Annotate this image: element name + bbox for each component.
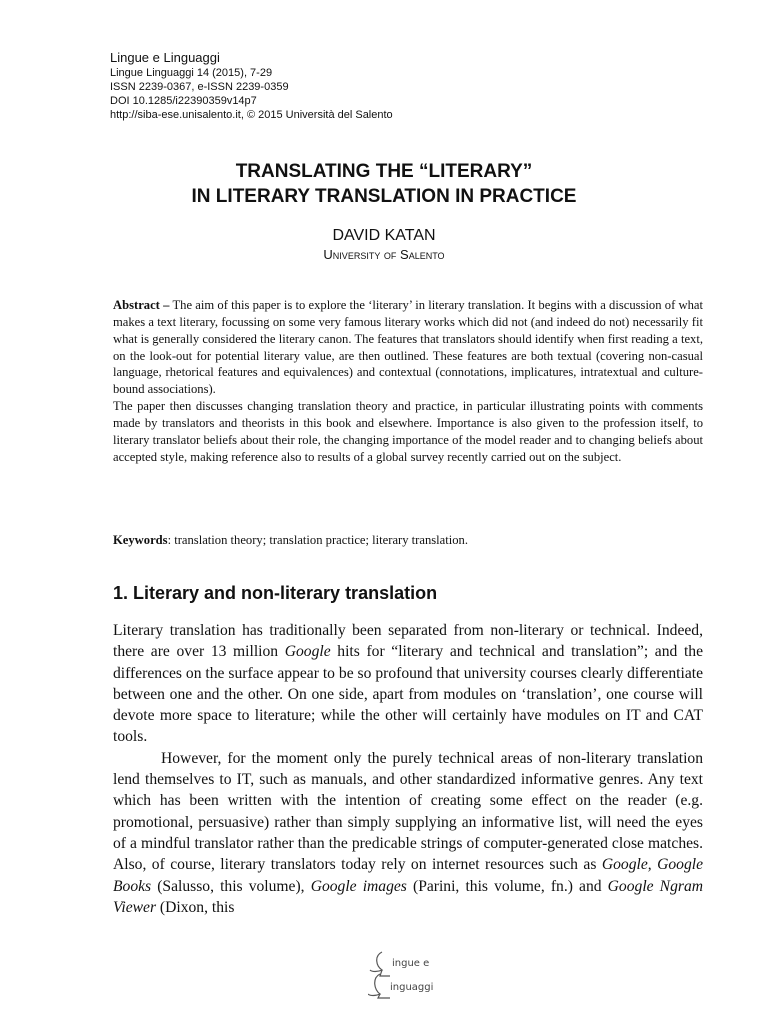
p1-text-a: Literary translation has traditionally been separated from non-literary or technical. Indeed, there are over 13 million bbox=[113, 622, 703, 661]
p2-google-images-italic: Google images bbox=[310, 877, 407, 895]
p2-text-c: (Parini, this volume, fn.) and bbox=[406, 877, 608, 895]
citation-line: Lingue Linguaggi 14 (2015), 7-29 bbox=[110, 67, 273, 79]
journal-name: Lingue e Linguaggi bbox=[110, 50, 220, 65]
paper-title bbox=[0, 159, 768, 209]
author-affiliation: University of Salento bbox=[323, 247, 445, 262]
title-line-2: IN LITERARY TRANSLATION IN PRACTICE bbox=[191, 186, 577, 207]
p2-ngram-italic: Google Ngram Viewer bbox=[113, 877, 704, 916]
body-text bbox=[113, 620, 703, 918]
abstract-paragraph-2: The paper then discusses changing translation theory and practice, in particular illustrating points with comments made by translators and theorists in this book and elsewhere. Importance is also given to the profession itself, to literary translator beliefs about their role, the changing importance of the model reader and to changing beliefs about accepted style, making reference also to results of a global survey recently carried out on the subject. bbox=[113, 399, 703, 464]
p1-text-b: hits for “literary and technical and translation”; and the differences on the surface appear to be so profound that university courses clearly differentiate between one and the other. On one side, apart from modules on ‘translation’, one course will devote more space to literature; while the other will certainly have modules on IT and CAT tools. bbox=[113, 643, 703, 746]
doi-line: DOI 10.1285/i22390359v14p7 bbox=[110, 95, 257, 107]
abstract-label: Abstract – bbox=[113, 298, 170, 312]
keywords-label: Keywords bbox=[113, 533, 168, 547]
p2-text-a: However, for the moment only the purely technical areas of non-literary translation lend themselves to IT, such as manuals, and other standardized informative genres. Any text which has been written with the intention of creating some effect on the reader (e.g. promotional, persuasive) rather than simply supplying an informative list, will need the eyes of a mindful translator rather than the predicable strings of computer-generated close matches. Also, of course, literary translators today rely on internet resources such as bbox=[113, 749, 703, 874]
abstract-text-1: The aim of this paper is to explore the ‘literary’ in literary translation. It begins with a discussion of what makes a text literary, focussing on some very famous literary works which did not (and indeed do not) necessarily fit what is generally considered the literary canon. The features that translators should identify when first reading a text, on the look-out for potential literary value, are then outlined. These features are both textual (covering non-casual language, rhetorical features and equivalences) and contextual (connotations, implicatures, intratextual and culture-bound associations). bbox=[113, 298, 704, 397]
title-line-1: TRANSLATING THE “LITERARY” bbox=[235, 161, 533, 182]
keywords-text: : translation theory; translation practice; literary translation. bbox=[167, 533, 468, 547]
abstract bbox=[113, 297, 703, 465]
author-name: DAVID KATAN bbox=[332, 227, 436, 244]
p2-text-b: (Salusso, this volume), bbox=[151, 877, 311, 895]
body-paragraph-1 bbox=[113, 620, 703, 748]
section-heading: 1. Literary and non-literary translation bbox=[113, 583, 438, 603]
journal-logo bbox=[368, 950, 468, 1000]
logo-text-line-1: ingue e bbox=[392, 958, 430, 969]
p2-text-d: (Dixon, this bbox=[156, 898, 235, 916]
keywords bbox=[113, 532, 703, 548]
url-copyright-line: http://siba-ese.unisalento.it, © 2015 Università del Salento bbox=[110, 109, 393, 121]
body-paragraph-2 bbox=[113, 748, 703, 918]
issn-line: ISSN 2239-0367, e-ISSN 2239-0359 bbox=[110, 81, 289, 93]
abstract-paragraph-1 bbox=[113, 297, 703, 398]
p2-google-books-italic: Google, Google Books bbox=[113, 856, 704, 895]
p1-google-italic: Google bbox=[284, 643, 331, 661]
logo-text-line-2: inguaggi bbox=[390, 982, 434, 993]
journal-header bbox=[110, 50, 393, 122]
